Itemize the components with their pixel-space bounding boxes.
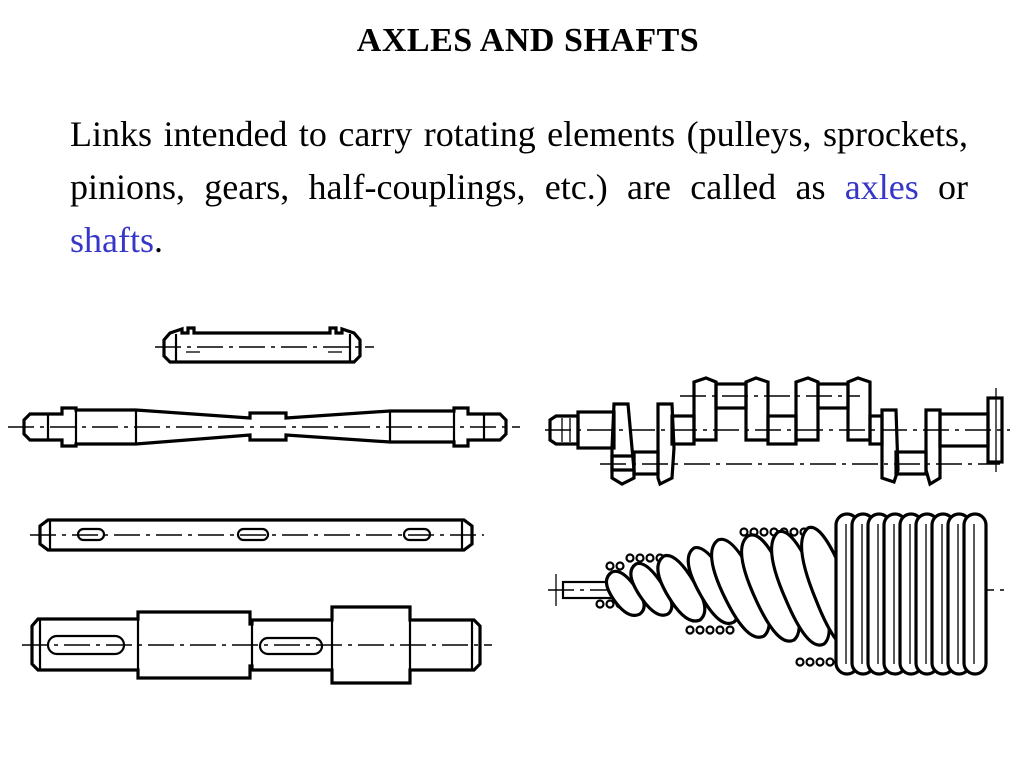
keyed-shaft-drawing bbox=[30, 520, 484, 550]
page-title: AXLES AND SHAFTS bbox=[356, 22, 700, 59]
outer-coils bbox=[836, 514, 986, 674]
flexible-shaft-drawing bbox=[548, 514, 1004, 674]
paragraph-text-2: or bbox=[918, 167, 968, 207]
stepped-shaft-drawing bbox=[22, 607, 492, 683]
term-shafts: shafts bbox=[70, 220, 154, 260]
crankshaft-drawing bbox=[545, 378, 1010, 484]
short-axle-drawing bbox=[155, 328, 374, 362]
term-axles: axles bbox=[844, 167, 919, 207]
tapered-axle-drawing bbox=[8, 408, 520, 446]
paragraph-text-3: . bbox=[154, 220, 163, 260]
paragraph-text-1: Links intended to carry rotating elements (pulleys, sprockets, pinions, gears, half-couplings, etc.) are called as bbox=[70, 114, 968, 207]
